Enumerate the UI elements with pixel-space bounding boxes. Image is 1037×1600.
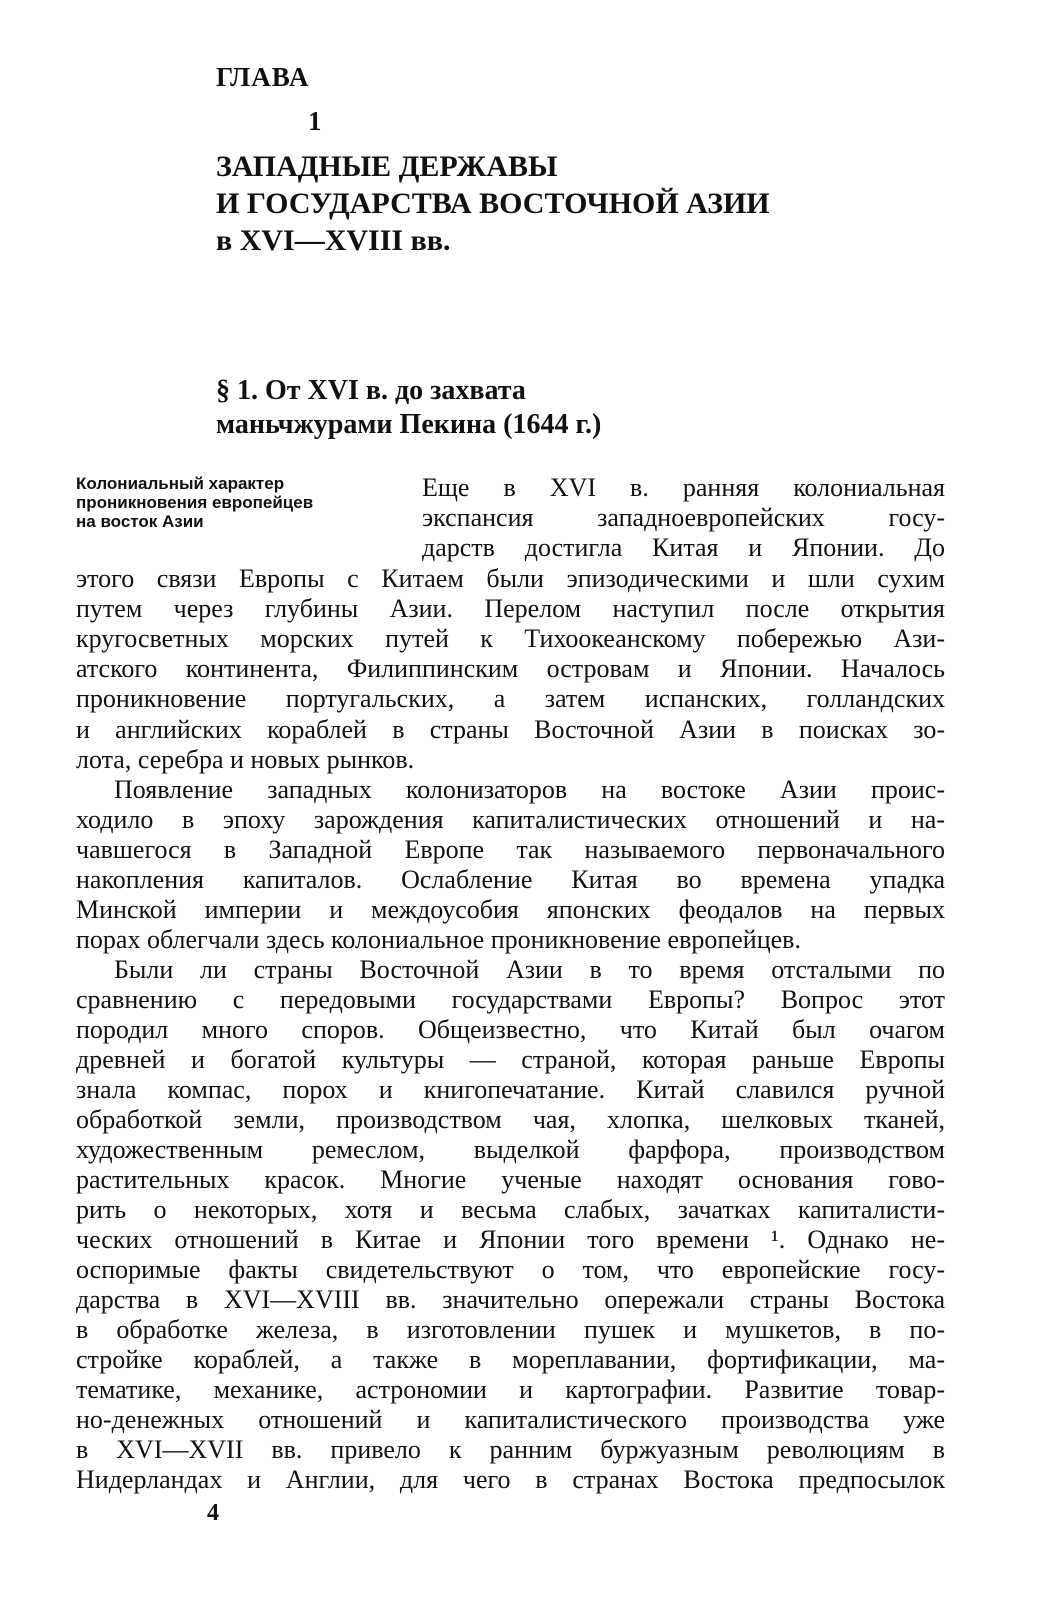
section-heading-line: маньчжурами Пекина (1644 г.) xyxy=(216,409,602,440)
body-line: сравнению с передовыми государствами Европы? Вопрос этот xyxy=(76,985,945,1014)
body-line: Еще в XVI в. ранняя колониальная xyxy=(422,473,945,502)
body-line: стройке кораблей, а также в мореплавании, фортификации, ма- xyxy=(76,1345,945,1374)
body-line: атского континента, Филиппинским островам и Японии. Началось xyxy=(76,654,945,683)
body-line: в XVI—XVII вв. привело к ранним буржуазным революциям в xyxy=(76,1435,945,1464)
body-line: проникновение португальских, а затем испанских, голландских xyxy=(76,684,945,713)
body-line: дарств достигла Китая и Японии. До xyxy=(422,533,945,562)
body-line: обработкой земли, производством чая, хлопка, шелковых тканей, xyxy=(76,1105,945,1134)
body-line: Были ли страны Восточной Азии в то время отсталыми по xyxy=(114,955,945,984)
margin-note-line: на восток Азии xyxy=(76,512,204,531)
body-line: чавшегося в Западной Европе так называемого первоначального xyxy=(76,835,945,864)
body-line: путем через глубины Азии. Перелом наступил после открытия xyxy=(76,594,945,623)
section-heading xyxy=(216,374,601,442)
margin-note xyxy=(76,474,396,531)
body-line: ческих отношений в Китае и Японии того времени ¹. Однако не- xyxy=(76,1225,945,1254)
body-line: ходило в эпоху зарождения капиталистических отношений и на- xyxy=(76,805,945,834)
body-line: Минской империи и междоусобия японских феодалов на первых xyxy=(76,895,945,924)
body-line: кругосветных морских путей к Тихоокеанскому побережью Ази- xyxy=(76,624,945,653)
body-line: дарства в XVI—XVIII вв. значительно опережали страны Востока xyxy=(76,1285,945,1314)
body-line: оспоримые факты свидетельствуют о том, что европейские госу- xyxy=(76,1255,945,1284)
chapter-title-line: в XVI—XVIII вв. xyxy=(216,224,451,257)
section-heading-line: § 1. От XVI в. до захвата xyxy=(216,375,526,406)
body-line: в обработке железа, в изготовлении пушек и мушкетов, в по- xyxy=(76,1315,945,1344)
body-line: растительных красок. Многие ученые находят основания гово- xyxy=(76,1165,945,1194)
body-line: знала компас, порох и книгопечатание. Китай славился ручной xyxy=(76,1075,945,1104)
body-line: породил много споров. Общеизвестно, что Китай был очагом xyxy=(76,1015,945,1044)
body-line: древней и богатой культуры — страной, которая раньше Европы xyxy=(76,1045,945,1074)
margin-note-line: Колониальный характер xyxy=(76,474,285,493)
body-line: накопления капиталов. Ослабление Китая во времена упадка xyxy=(76,865,945,894)
body-line: экспансия западноевропейских госу- xyxy=(422,503,945,532)
body-line: Нидерландах и Англии, для чего в странах Востока предпосылок xyxy=(76,1465,945,1494)
chapter-title-line: И ГОСУДАРСТВА ВОСТОЧНОЙ АЗИИ xyxy=(216,187,770,220)
page-number: 4 xyxy=(207,1500,219,1526)
body-line: лота, серебра и новых рынков. xyxy=(76,745,415,774)
chapter-title-line: ЗАПАДНЫЕ ДЕРЖАВЫ xyxy=(216,150,558,183)
body-line: порах облегчали здесь колониальное проникновение европейцев. xyxy=(76,925,801,954)
body-line: и английских кораблей в страны Восточной Азии в поисках зо- xyxy=(76,715,945,744)
body-line: тематике, механике, астрономии и картографии. Развитие товар- xyxy=(76,1375,945,1404)
body-line: этого связи Европы с Китаем были эпизодическими и шли сухим xyxy=(76,564,945,593)
chapter-number: 1 xyxy=(308,106,322,136)
chapter-label: ГЛАВА xyxy=(216,62,310,92)
margin-note-line: проникновения европейцев xyxy=(76,493,314,512)
body-line: рить о некоторых, хотя и весьма слабых, зачатках капиталисти- xyxy=(76,1195,945,1224)
body-line: художественным ремеслом, выделкой фарфора, производством xyxy=(76,1135,945,1164)
body-line: но-денежных отношений и капиталистического производства уже xyxy=(76,1405,945,1434)
body-line: Появление западных колонизаторов на востоке Азии проис- xyxy=(114,775,945,804)
chapter-title xyxy=(216,148,770,259)
